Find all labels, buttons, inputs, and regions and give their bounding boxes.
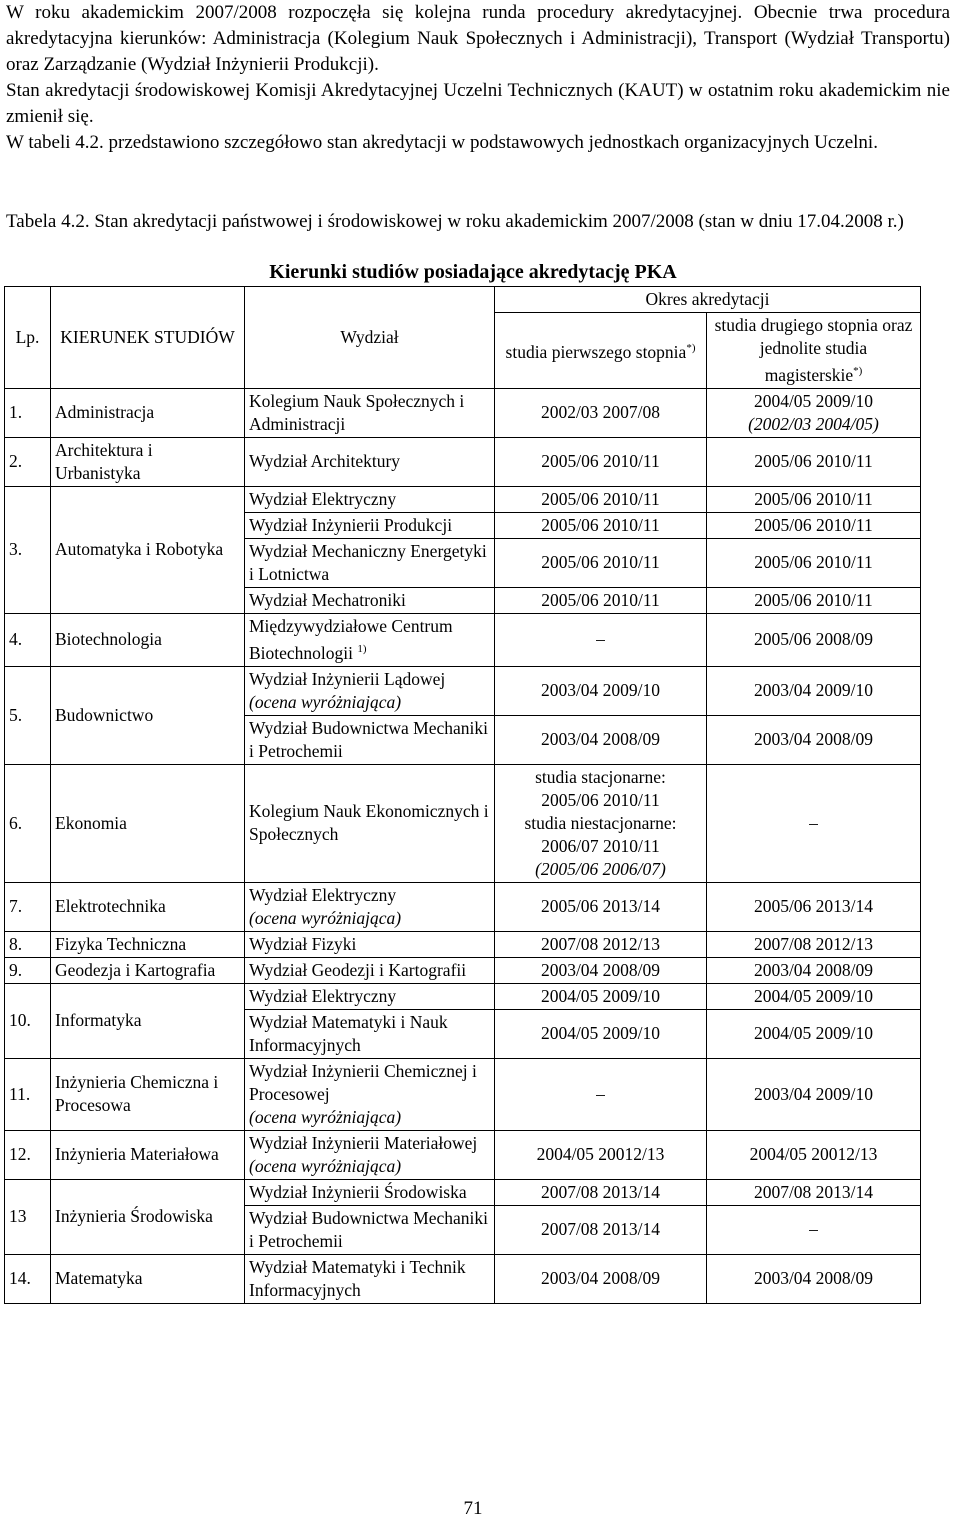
second-cycle-period: 2005/06 2010/11 xyxy=(754,451,873,472)
page-number: 71 xyxy=(463,1498,483,1519)
cell-first-cycle xyxy=(495,1130,707,1179)
header-row-1 xyxy=(5,287,921,313)
cell-lp: 7. xyxy=(5,882,51,931)
second-cycle-period: 2004/05 2009/10 xyxy=(753,1023,874,1044)
cell-kierunek: Ekonomia xyxy=(51,764,245,882)
cell-second-cycle xyxy=(707,764,921,882)
cell-first-cycle xyxy=(495,437,707,486)
cell-first-cycle xyxy=(495,388,707,437)
second-cycle-period: 2003/04 2008/09 xyxy=(753,1268,874,1289)
first-cycle-period: 2003/04 2008/09 xyxy=(540,1268,661,1289)
first-cycle-period: 2007/08 2013/14 xyxy=(540,1181,661,1202)
wydzial-name: Wydział Inżynierii Produkcji xyxy=(249,514,453,535)
wydzial-name: Wydział Elektryczny xyxy=(249,884,397,905)
table-caption: Tabela 4.2. Stan akredytacji państwowej i środowiskowej w roku akademickim 2007/2008 (stan w dniu 17.04.2008 r.) xyxy=(6,211,904,232)
wydzial-name: Kolegium Nauk Ekonomicznych i Społecznych xyxy=(249,801,489,845)
wydzial-name: Wydział Geodezji i Kartografii xyxy=(249,959,467,980)
cell-second-cycle xyxy=(707,1254,921,1303)
wydzial-name: Kolegium Nauk Społecznych i Administracji xyxy=(249,390,465,434)
cell-kierunek: Budownictwo xyxy=(51,666,245,764)
table-row xyxy=(5,957,921,983)
wydzial-name: Wydział Elektryczny xyxy=(249,985,397,1006)
cell-second-cycle xyxy=(707,587,921,613)
cell-lp: 9. xyxy=(5,957,51,983)
cell-second-cycle xyxy=(707,1179,921,1205)
cell-wydzial xyxy=(245,512,495,538)
table-row xyxy=(5,882,921,931)
first-cycle-period: 2004/05 2009/10 xyxy=(540,985,661,1006)
table-row xyxy=(5,388,921,437)
header-lp: Lp. xyxy=(5,287,51,389)
cell-kierunek: Biotechnologia xyxy=(51,613,245,666)
first-cycle-note: (2005/06 2006/07) xyxy=(535,858,666,879)
wydzial-name: Wydział Elektryczny xyxy=(249,488,397,509)
first-cycle-period: 2003/04 2009/10 xyxy=(540,680,661,701)
cell-kierunek: Automatyka i Robotyka xyxy=(51,486,245,613)
first-cycle-period: 2005/06 2010/11 xyxy=(541,514,660,535)
cell-first-cycle xyxy=(495,882,707,931)
second-cycle-period: 2004/05 20012/13 xyxy=(749,1144,878,1165)
second-cycle-period: 2003/04 2009/10 xyxy=(753,680,874,701)
cell-wydzial xyxy=(245,983,495,1009)
cell-wydzial xyxy=(245,1009,495,1058)
cell-wydzial xyxy=(245,1254,495,1303)
second-cycle-period: 2005/06 2010/11 xyxy=(754,589,873,610)
cell-wydzial xyxy=(245,587,495,613)
cell-first-cycle xyxy=(495,538,707,587)
cell-second-cycle xyxy=(707,1130,921,1179)
second-cycle-period: 2007/08 2013/14 xyxy=(753,1181,874,1202)
cell-lp: 3. xyxy=(5,486,51,613)
first-cycle-period: 2005/06 2010/11 xyxy=(541,552,660,573)
cell-kierunek: Inżynieria Środowiska xyxy=(51,1179,245,1254)
cell-kierunek: Inżynieria Chemiczna i Procesowa xyxy=(51,1058,245,1130)
cell-kierunek: Elektrotechnika xyxy=(51,882,245,931)
second-cycle-period: 2005/06 2010/11 xyxy=(754,552,873,573)
first-cycle-line: studia niestacjonarne: xyxy=(524,812,677,833)
cell-wydzial xyxy=(245,957,495,983)
wydzial-name: Wydział Mechaniczny Energetyki i Lotnictwa xyxy=(249,540,487,584)
table-body xyxy=(5,388,921,1303)
cell-lp: 2. xyxy=(5,437,51,486)
cell-lp: 1. xyxy=(5,388,51,437)
cell-first-cycle xyxy=(495,1254,707,1303)
kaut-paragraph: Stan akredytacji środowiskowej Komisji Akredytacyjnej Uczelni Technicznych (KAUT) w ostatnim roku akademickim nie zmienił się. xyxy=(6,80,950,127)
table-row xyxy=(5,764,921,882)
cell-wydzial xyxy=(245,613,495,666)
cell-kierunek: Fizyka Techniczna xyxy=(51,931,245,957)
wydzial-name: Wydział Inżynierii Chemicznej i Procesowej xyxy=(249,1060,477,1104)
cell-first-cycle xyxy=(495,512,707,538)
first-cycle-period: – xyxy=(596,629,605,650)
cell-first-cycle xyxy=(495,486,707,512)
wydzial-name: Wydział Matematyki i Technik Informacyjnych xyxy=(249,1256,466,1300)
wydzial-name: Wydział Matematyki i Nauk Informacyjnych xyxy=(249,1011,448,1055)
cell-second-cycle xyxy=(707,388,921,437)
cell-wydzial xyxy=(245,666,495,715)
second-cycle-period: – xyxy=(809,1219,818,1240)
cell-wydzial xyxy=(245,1058,495,1130)
cell-first-cycle xyxy=(495,1205,707,1254)
cell-wydzial xyxy=(245,931,495,957)
cell-first-cycle xyxy=(495,1009,707,1058)
wydzial-name: Wydział Fizyki xyxy=(249,933,357,954)
cell-lp: 13 xyxy=(5,1179,51,1254)
header-wydzial: Wydział xyxy=(245,287,495,389)
table-row xyxy=(5,486,921,512)
wydzial-name: Wydział Budownictwa Mechaniki i Petrochemii xyxy=(249,717,489,761)
cell-wydzial xyxy=(245,538,495,587)
cell-kierunek: Administracja xyxy=(51,388,245,437)
cell-second-cycle xyxy=(707,957,921,983)
cell-wydzial xyxy=(245,388,495,437)
distinction-note: (ocena wyróżniająca) xyxy=(249,691,402,712)
cell-second-cycle xyxy=(707,1205,921,1254)
cell-kierunek: Inżynieria Materiałowa xyxy=(51,1130,245,1179)
cell-first-cycle xyxy=(495,666,707,715)
cell-second-cycle xyxy=(707,486,921,512)
cell-second-cycle xyxy=(707,666,921,715)
first-cycle-period: 2003/04 2008/09 xyxy=(540,729,661,750)
cell-lp: 12. xyxy=(5,1130,51,1179)
cell-lp: 10. xyxy=(5,983,51,1058)
table-reference-paragraph: W tabeli 4.2. przedstawiono szczegółowo stan akredytacji w podstawowych jednostkach organizacyjnych Uczelni. xyxy=(6,132,878,153)
first-cycle-line: 2006/07 2010/11 xyxy=(541,835,660,856)
first-cycle-period: 2003/04 2008/09 xyxy=(540,959,661,980)
cell-lp: 5. xyxy=(5,666,51,764)
second-cycle-period: 2003/04 2008/09 xyxy=(753,959,874,980)
second-cycle-period: 2007/08 2012/13 xyxy=(753,933,874,954)
wydzial-name: Wydział Inżynierii Lądowej xyxy=(249,668,446,689)
cell-kierunek: Architektura i Urbanistyka xyxy=(51,437,245,486)
cell-wydzial xyxy=(245,1130,495,1179)
table-row xyxy=(5,1058,921,1130)
table-row xyxy=(5,1130,921,1179)
cell-first-cycle xyxy=(495,983,707,1009)
wydzial-name: Wydział Mechatroniki xyxy=(249,589,406,610)
second-cycle-period: 2004/05 2009/10 xyxy=(753,985,874,1006)
first-cycle-period: 2005/06 2010/11 xyxy=(541,589,660,610)
cell-wydzial xyxy=(245,437,495,486)
wydzial-name: Wydział Inżynierii Środowiska xyxy=(249,1181,467,1202)
table-row xyxy=(5,613,921,666)
second-cycle-period: 2004/05 2009/10 xyxy=(753,390,874,411)
cell-wydzial xyxy=(245,486,495,512)
second-cycle-period: 2005/06 2010/11 xyxy=(754,488,873,509)
cell-wydzial xyxy=(245,882,495,931)
cell-first-cycle xyxy=(495,715,707,764)
intro-paragraph: W roku akademickim 2007/2008 rozpoczęła się kolejna runda procedury akredytacyjnej. Obecnie trwa procedura akredytacyjna kierunków: Administracja (Kolegium Nauk Społecznych i Administracji), Transport (Wydział Transportu) oraz Zarządzanie (Wydział Inżynierii Produkcji). xyxy=(6,2,950,75)
table-row xyxy=(5,1179,921,1205)
table-row xyxy=(5,437,921,486)
table-row xyxy=(5,931,921,957)
header-s1: studia pierwszego stopnia*) xyxy=(495,313,707,389)
first-cycle-line: studia stacjonarne: xyxy=(535,766,666,787)
cell-lp: 8. xyxy=(5,931,51,957)
table-title: Kierunki studiów posiadające akredytację PKA xyxy=(269,261,677,283)
table-row xyxy=(5,1254,921,1303)
second-cycle-period: 2005/06 2010/11 xyxy=(754,514,873,535)
cell-wydzial xyxy=(245,1179,495,1205)
second-cycle-period: 2003/04 2009/10 xyxy=(753,1083,874,1104)
cell-first-cycle xyxy=(495,587,707,613)
second-cycle-note: (2002/03 2004/05) xyxy=(748,413,879,434)
first-cycle-period: 2005/06 2010/11 xyxy=(541,451,660,472)
distinction-note: (ocena wyróżniająca) xyxy=(249,1155,402,1176)
first-cycle-period: 2005/06 2013/14 xyxy=(540,896,661,917)
cell-first-cycle xyxy=(495,764,707,882)
first-cycle-period: – xyxy=(596,1083,605,1104)
first-cycle-period: 2004/05 2009/10 xyxy=(540,1023,661,1044)
cell-lp: 4. xyxy=(5,613,51,666)
second-cycle-period: 2003/04 2008/09 xyxy=(753,729,874,750)
second-cycle-period: – xyxy=(809,812,818,833)
wydzial-name: Wydział Inżynierii Materiałowej xyxy=(249,1132,478,1153)
cell-second-cycle xyxy=(707,715,921,764)
cell-first-cycle xyxy=(495,1058,707,1130)
cell-second-cycle xyxy=(707,1009,921,1058)
cell-first-cycle xyxy=(495,1179,707,1205)
cell-kierunek: Informatyka xyxy=(51,983,245,1058)
cell-lp: 11. xyxy=(5,1058,51,1130)
cell-second-cycle xyxy=(707,931,921,957)
first-cycle-line: 2005/06 2010/11 xyxy=(541,789,660,810)
second-cycle-period: 2005/06 2013/14 xyxy=(753,896,874,917)
first-cycle-period: 2007/08 2012/13 xyxy=(540,933,661,954)
cell-second-cycle xyxy=(707,512,921,538)
cell-lp: 6. xyxy=(5,764,51,882)
first-cycle-period: 2002/03 2007/08 xyxy=(540,402,661,423)
accreditation-table xyxy=(4,286,921,1304)
table-row xyxy=(5,666,921,715)
header-s2: studia drugiego stopnia oraz jednolite studia magisterskie*) xyxy=(707,313,921,389)
wydzial-name: Wydział Architektury xyxy=(249,451,401,472)
first-cycle-period: 2005/06 2010/11 xyxy=(541,488,660,509)
cell-second-cycle xyxy=(707,1058,921,1130)
table-row xyxy=(5,983,921,1009)
distinction-note: (ocena wyróżniająca) xyxy=(249,1106,402,1127)
wydzial-name: Międzywydziałowe Centrum Biotechnologii xyxy=(249,615,453,663)
header-kierunek: KIERUNEK STUDIÓW xyxy=(51,287,245,389)
cell-first-cycle xyxy=(495,931,707,957)
cell-first-cycle xyxy=(495,957,707,983)
cell-first-cycle xyxy=(495,613,707,666)
wydzial-name: Wydział Budownictwa Mechaniki i Petrochemii xyxy=(249,1207,489,1251)
cell-wydzial xyxy=(245,1205,495,1254)
footnote-mark: 1) xyxy=(357,642,367,655)
first-cycle-period: 2007/08 2013/14 xyxy=(540,1219,661,1240)
cell-second-cycle xyxy=(707,437,921,486)
cell-kierunek: Matematyka xyxy=(51,1254,245,1303)
cell-kierunek: Geodezja i Kartografia xyxy=(51,957,245,983)
first-cycle-period: 2004/05 20012/13 xyxy=(536,1144,665,1165)
cell-lp: 14. xyxy=(5,1254,51,1303)
cell-second-cycle xyxy=(707,613,921,666)
cell-second-cycle xyxy=(707,882,921,931)
cell-wydzial xyxy=(245,715,495,764)
distinction-note: (ocena wyróżniająca) xyxy=(249,907,402,928)
cell-second-cycle xyxy=(707,538,921,587)
cell-second-cycle xyxy=(707,983,921,1009)
header-okres: Okres akredytacji xyxy=(495,287,921,313)
cell-wydzial xyxy=(245,764,495,882)
second-cycle-period: 2005/06 2008/09 xyxy=(753,629,874,650)
